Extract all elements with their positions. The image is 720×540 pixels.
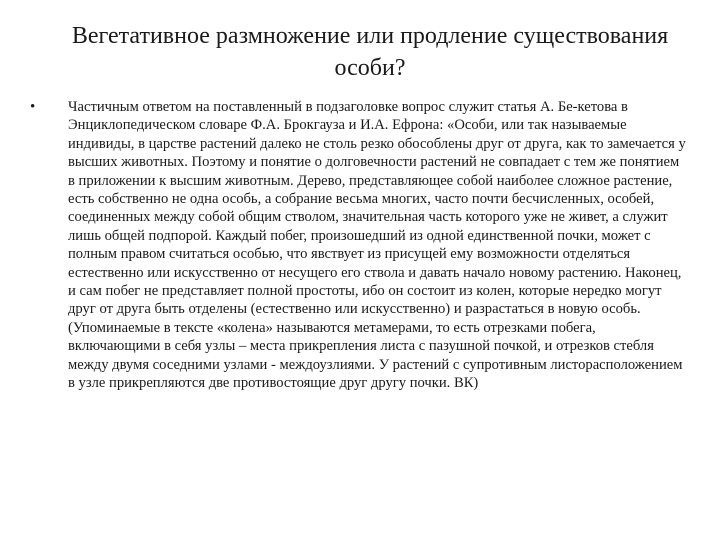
bullet-marker: • [30, 99, 36, 115]
bullet-list [28, 98, 688, 393]
bullet-text: Частичным ответом на поставленный в подзаголовке вопрос служит статья А. Бе-кетова в Энциклопедическом словаре Ф.А. Брокгауза и И.А. Ефрона: «Особи, или так называемые индивиды, в царстве растений далеко не столь резко обособлены друг от друга, как то замечается у высших животных. Поэтому и понятие о долговечности растений не совпадает с тем же понятием в приложении к высшим животным. Дерево, представляющее собой наиболее сложное растение, есть собственно не одна особь, а собрание весьма многих, часто почти бесчисленных, особей, соединенных между собой общим стволом, значительная часть которого уже не живет, а служит лишь общей подпорой. Каждый побег, произошедший из одной единственной почки, может с полным правом считаться особью, что явствует из присущей ему возможности отделяться естественно или искусственно от несущего его ствола и давать начало новому растению. Наконец, и сам побег не представляет полной простоты, ибо он состоит из колен, которые нередко могут друг от друга быть отделены (естественно или искусственно) и разрастаться в новую особь. (Упоминаемые в тексте «колена» называются метамерами, то есть отрезками побега, включающими в себя узлы – места прикрепления листа с пазушной почкой, и отрезков стебля между двумя соседними узлами - междоузлиями. У растений с супротивным листорасположением в узле прикрепляются две противостоящие друг другу почки. ВК) [68, 99, 686, 392]
bullet-item [28, 98, 688, 393]
slide-title: Вегетативное размножение или продление существования особи? [71, 23, 669, 81]
